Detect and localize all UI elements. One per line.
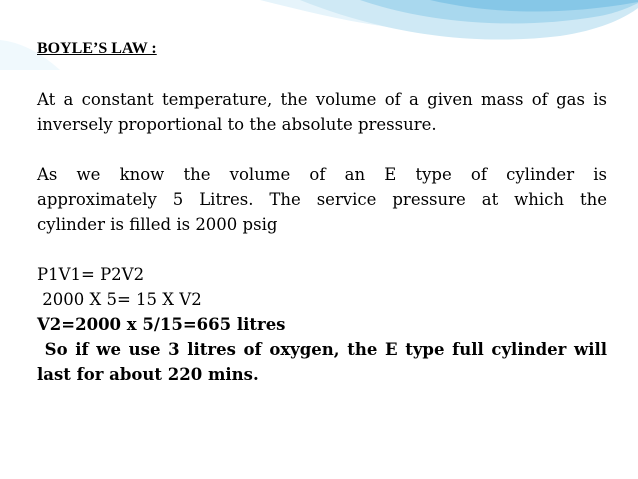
definition-line-1: At a constant temperature, the volume of a given mass of gas is	[37, 90, 607, 109]
formula-substitution: 2000 X 5= 15 X V2	[37, 290, 202, 309]
slide-content	[37, 36, 607, 387]
definition-paragraph	[37, 87, 607, 137]
conclusion-line-2: last for about 220 mins.	[37, 365, 259, 384]
conclusion-line-1: So if we use 3 litres of oxygen, the E type full cylinder will	[37, 340, 607, 359]
example-line-1: As we know the volume of an E type of cylinder is	[37, 165, 607, 184]
example-paragraph	[37, 162, 607, 237]
example-line-3: cylinder is filled is 2000 psig	[37, 215, 278, 234]
slide-title: BOYLE’S LAW :	[37, 40, 157, 57]
conclusion-paragraph	[37, 337, 607, 387]
example-line-2: approximately 5 Litres. The service pressure at which the	[37, 190, 607, 209]
definition-line-2: inversely proportional to the absolute pressure.	[37, 115, 437, 134]
formula-boyle: P1V1= P2V2	[37, 265, 145, 284]
formula-result: V2=2000 x 5/15=665 litres	[37, 315, 286, 334]
